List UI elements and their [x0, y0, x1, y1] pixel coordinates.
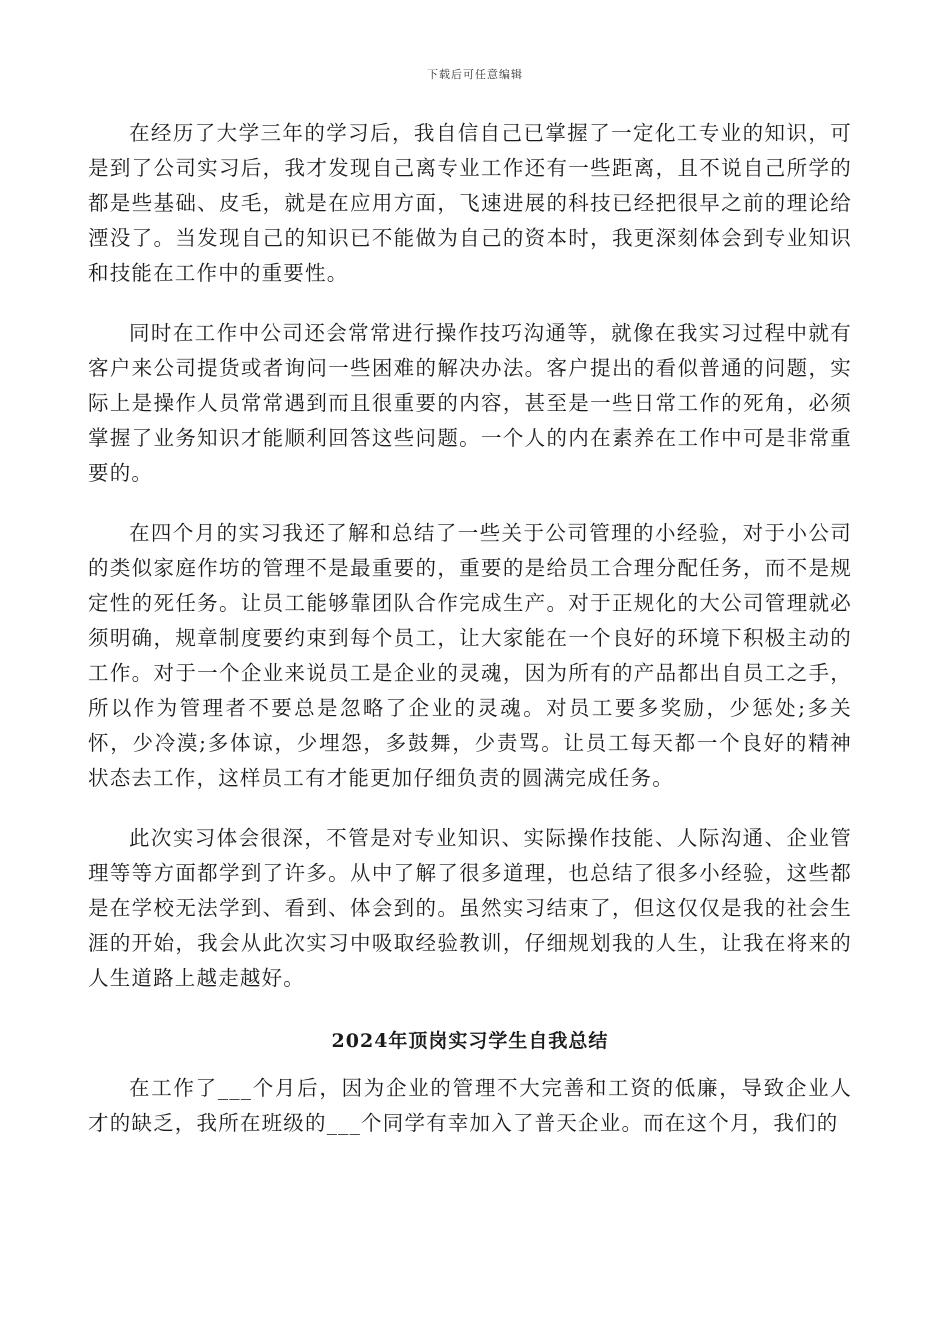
document-body — [88, 116, 852, 1166]
section-paragraph: 在工作了___个月后，因为企业的管理不大完善和工资的低廉，导致企业人才的缺乏，我所在班级的___个同学有幸加入了普天企业。而在这个月，我们的 — [88, 1076, 852, 1135]
header-note: 下载后可任意编辑 — [427, 68, 523, 81]
body-paragraph: 同时在工作中公司还会常常进行操作技巧沟通等，就像在我实习过程中就有客户来公司提货或者询问一些困难的解决办法。客户提出的看似普通的问题，实际上是操作人员常常遇到而且很重要的内容，甚至是一些日常工作的死角，必须掌握了业务知识才能顺利回答这些问题。一个人的内在素养在工作中可是非常重要的。 — [88, 321, 852, 485]
body-paragraph: 此次实习体会很深，不管是对专业知识、实际操作技能、人际沟通、企业管理等等方面都学到了许多。从中了解了很多道理，也总结了很多小经验，这些都是在学校无法学到、看到、体会到的。虽然实习结束了，但这仅仅是我的社会生涯的开始，我会从此次实习中吸取经验教训，仔细规划我的人生，让我在将来的人生道路上越走越好。 — [88, 826, 852, 990]
section-title: 2024年顶岗实习学生自我总结 — [331, 1030, 609, 1052]
body-paragraph: 在四个月的实习我还了解和总结了一些关于公司管理的小经验，对于小公司的类似家庭作坊的管理不是最重要的，重要的是给员工合理分配任务，而不是规定性的死任务。让员工能够靠团队合作完成生产。对于正规化的大公司管理就必须明确，规章制度要约束到每个员工，让大家能在一个良好的环境下积极主动的工作。对于一个企业来说员工是企业的灵魂，因为所有的产品都出自员工之手，所以作为管理者不要总是忽略了企业的灵魂。对员工要多奖励，少惩处;多关怀，少冷漠;多体谅，少埋怨，多鼓舞，少责骂。让员工每天都一个良好的精神状态去工作，这样员工有才能更加仔细负责的圆满完成任务。 — [88, 521, 852, 790]
body-paragraph: 在经历了大学三年的学习后，我自信自己已掌握了一定化工专业的知识，可是到了公司实习后，我才发现自己离专业工作还有一些距离，且不说自己所学的都是些基础、皮毛，就是在应用方面，飞速进展的科技已经把很早之前的理论给湮没了。当发现自己的知识已不能做为自己的资本时，我更深刻体会到专业知识和技能在工作中的重要性。 — [88, 121, 852, 285]
